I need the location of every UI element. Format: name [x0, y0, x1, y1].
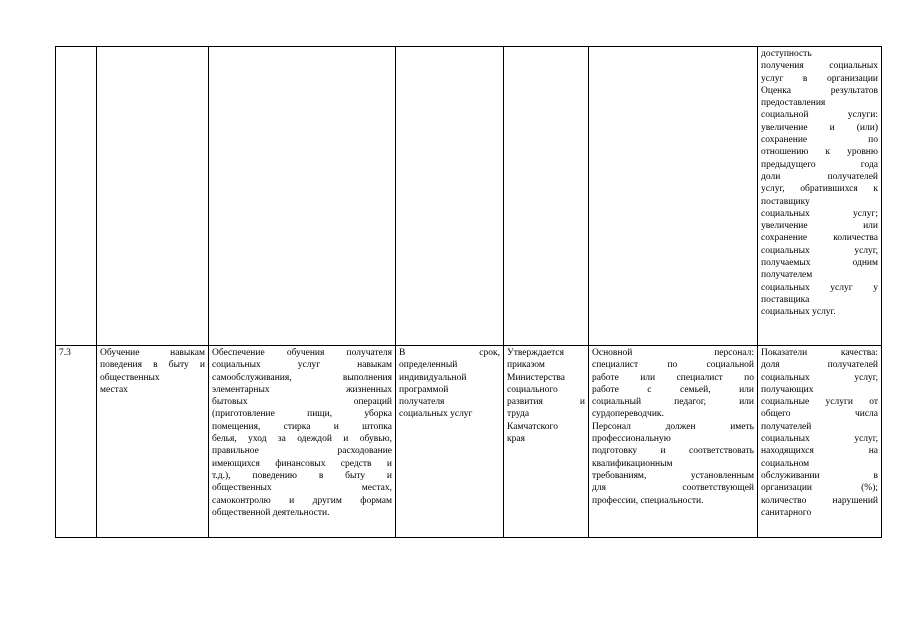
text-line: элементарных жизненных [212, 384, 392, 395]
text-line: предоставления [761, 98, 826, 109]
text-line: работе с семьей, или [592, 384, 754, 395]
social-services-table [55, 46, 882, 538]
cell-number-empty [56, 47, 97, 346]
text-line: получателя [399, 397, 445, 408]
text-line: общественных местах, [212, 483, 392, 494]
text-line: местах [100, 384, 128, 395]
text-line: увеличение или [761, 221, 878, 232]
text-line: общественных [100, 372, 160, 383]
text-line: услуг, обратившихся к [761, 184, 878, 195]
cell-number [56, 346, 97, 538]
table-row-continuation [56, 47, 882, 346]
text-line: социальной услуги: [761, 110, 878, 121]
row-number: 7.3 [59, 348, 71, 358]
text-line: индивидуальной [399, 372, 467, 383]
text-line: социальных услуг, [761, 434, 878, 445]
quality-indicators-text [761, 347, 878, 519]
text-line: определенный [399, 360, 458, 371]
table-row-7-3 [56, 346, 882, 538]
text-line: доля получателей [761, 360, 878, 371]
text-line: Обучение навыкам [100, 348, 205, 358]
text-line: Основной персонал: [592, 348, 754, 358]
text-line: социальный педагог, или [592, 397, 754, 408]
text-line: Оценка результатов [761, 85, 878, 96]
text-line: увеличение и (или) [761, 122, 878, 133]
text-line: получающих [761, 384, 814, 395]
cell-service-term [396, 346, 504, 538]
text-line: социальные услуги от [761, 397, 878, 408]
text-line: бытовых операций [212, 397, 392, 408]
cell-staff-empty [589, 47, 758, 346]
text-line: организации (%); [761, 483, 878, 494]
text-line: т.д.), поведению в быту и [212, 470, 392, 481]
text-line: социальных услуг. [761, 307, 836, 318]
cell-staff [589, 346, 758, 538]
text-line: Показатели качества: [761, 348, 878, 358]
cell-service-content [209, 346, 396, 538]
cell-tariff-empty [504, 47, 589, 346]
text-line: социального [507, 384, 558, 395]
text-line: профессиональную [592, 434, 671, 445]
text-line: специалист по социальной [592, 360, 754, 371]
text-line: социальных услуг [399, 409, 473, 420]
text-line: имеющихся финансовых средств и [212, 458, 392, 469]
text-line: услуг в организации [761, 73, 878, 84]
text-line: получателем [761, 270, 813, 281]
text-line: находящихся на [761, 446, 878, 457]
cell-quality [758, 346, 882, 538]
service-content-text [212, 347, 392, 519]
text-line: требованиям, установленным [592, 470, 754, 481]
cell-service-name [97, 346, 209, 538]
cell-quality-continued [758, 47, 882, 346]
text-line: Обеспечение обучения получателя [212, 348, 392, 358]
text-line: квалификационным [592, 458, 673, 469]
service-term-text [399, 347, 500, 421]
text-line: помещения, стирка и штопка [212, 421, 392, 432]
text-line: предыдущего года [761, 159, 878, 170]
text-line: общественной деятельности. [212, 507, 330, 518]
text-line: самообслуживания, выполнения [212, 372, 392, 383]
text-line: для соответствующей [592, 483, 754, 494]
text-line: Министерства [507, 372, 565, 383]
text-line: самоконтролю и другим формам [212, 495, 392, 506]
cell-term-empty [396, 47, 504, 346]
text-line: белья, уход за одеждой и обувью, [212, 434, 392, 445]
text-line: В срок, [399, 348, 500, 358]
text-line: получателей [761, 421, 812, 432]
text-line: края [507, 434, 525, 445]
text-line: поведения в быту и [100, 360, 205, 371]
cell-content-empty [209, 47, 396, 346]
text-line: подготовку и соответствовать [592, 446, 754, 457]
text-line: санитарного [761, 507, 812, 518]
text-line: получаемых одним [761, 258, 878, 269]
text-line: доли получателей [761, 171, 878, 182]
text-line: сурдопереводчик. [592, 409, 664, 420]
text-line: социальных услуг у [761, 282, 878, 293]
text-line: Утверждается [507, 348, 564, 358]
text-line: приказом [507, 360, 545, 371]
text-line: сохранение количества [761, 233, 878, 244]
text-line: Персонал должен иметь [592, 421, 754, 432]
text-line: социальных услуг; [761, 208, 878, 219]
text-line: получения социальных [761, 61, 878, 72]
text-line: социальных услуг, [761, 372, 878, 383]
text-line: доступность [761, 49, 812, 59]
text-line: развития и [507, 397, 585, 408]
text-line: социальных услуг навыкам [212, 360, 392, 371]
text-line: отношению к уровню [761, 147, 878, 158]
quality-continued-text [761, 48, 878, 319]
text-line: работе или специалист по [592, 372, 754, 383]
text-line: поставщику [761, 196, 810, 207]
text-line: обслуживании в [761, 470, 878, 481]
text-line: социальном [761, 458, 810, 469]
text-line: профессии, специальности. [592, 495, 704, 506]
text-line: социальных услуг, [761, 245, 878, 256]
text-line: правильное расходование [212, 446, 392, 457]
cell-service-name-empty [97, 47, 209, 346]
text-line: количество нарушений [761, 495, 878, 506]
text-line: общего числа [761, 409, 878, 420]
text-line: сохранение по [761, 135, 878, 146]
text-line: поставщика [761, 294, 810, 305]
service-tariff-text [507, 347, 585, 445]
text-line: программой [399, 384, 449, 395]
service-name-text [100, 347, 205, 396]
staff-requirements-text [592, 347, 754, 507]
text-line: труда [507, 409, 530, 420]
text-line: (приготовление пищи, уборка [212, 409, 392, 420]
cell-service-tariff [504, 346, 589, 538]
text-line: Камчатского [507, 421, 558, 432]
